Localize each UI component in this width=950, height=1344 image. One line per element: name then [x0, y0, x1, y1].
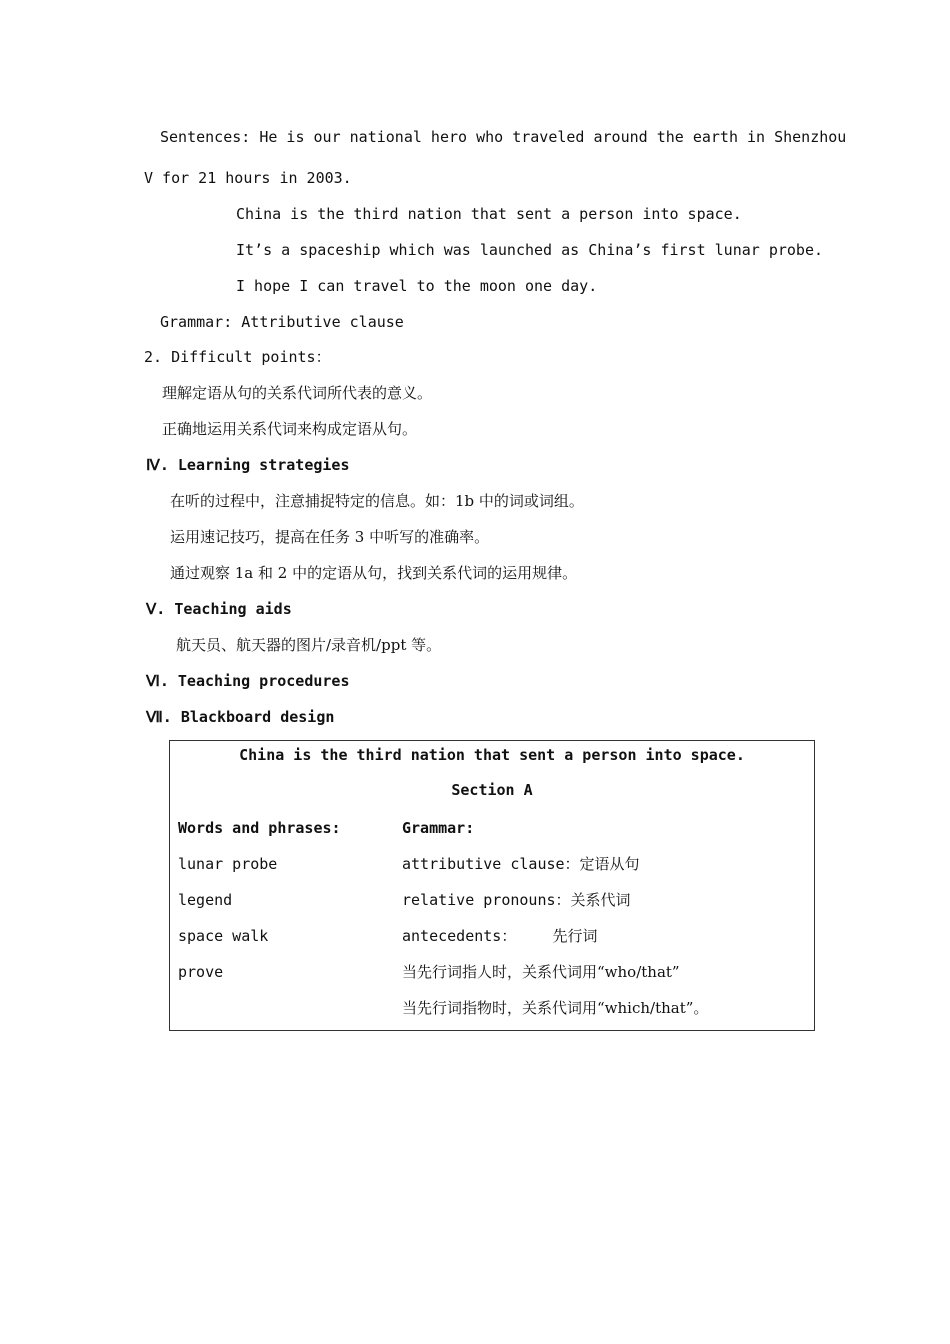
word-item-2: legend: [178, 891, 233, 909]
sentence-item-1: China is the third nation that sent a person into space.: [236, 205, 742, 223]
blackboard-box: [169, 740, 815, 1031]
learning-strategies-heading: Ⅳ. Learning strategies: [146, 456, 350, 474]
difficult-point-2: 正确地运用关系代词来构成定语从句。: [162, 420, 418, 438]
word-item-4: prove: [178, 963, 224, 981]
learning-strategy-2: 运用速记技巧，提高在任务 3 中听写的准确率。: [170, 528, 490, 546]
sentences-continuation: V for 21 hours in 2003.: [144, 169, 352, 187]
teaching-aids-text: 航天员、航天器的图片/录音机/ppt 等。: [176, 636, 442, 654]
grammar-item-3: antecedents： 先行词: [402, 927, 598, 945]
teaching-procedures-heading: Ⅵ. Teaching procedures: [146, 672, 350, 690]
blackboard-design-heading: Ⅶ. Blackboard design: [146, 708, 335, 726]
grammar-item-1: attributive clause：定语从句: [402, 855, 640, 873]
sentences-label-line: Sentences: He is our national hero who traveled around the earth in Shenzhou: [160, 128, 847, 146]
difficult-point-1: 理解定语从句的关系代词所代表的意义。: [162, 384, 433, 402]
difficult-points-heading: 2. Difficult points：: [144, 348, 331, 366]
grammar-item-4: 当先行词指人时，关系代词用“who/that”: [402, 963, 680, 981]
word-item-1: lunar probe: [178, 855, 278, 873]
learning-strategy-3: 通过观察 1a 和 2 中的定语从句，找到关系代词的运用规律。: [170, 564, 578, 582]
sentence-item-2: It’s a spaceship which was launched as China’s first lunar probe.: [236, 241, 823, 259]
blackboard-section: Section A: [451, 781, 533, 799]
sentence-item-3: I hope I can travel to the moon one day.: [236, 277, 598, 295]
grammar-item-2: relative pronouns：关系代词: [402, 891, 631, 909]
teaching-aids-heading: Ⅴ. Teaching aids: [146, 600, 292, 618]
grammar-header: Grammar:: [402, 819, 475, 837]
word-item-3: space walk: [178, 927, 269, 945]
grammar-item-5: 当先行词指物时，关系代词用“which/that”。: [402, 999, 709, 1017]
words-phrases-header: Words and phrases:: [178, 819, 341, 837]
learning-strategy-1: 在听的过程中，注意捕捉特定的信息。如：1b 中的词或词组。: [170, 492, 584, 510]
blackboard-title: China is the third nation that sent a person into space.: [239, 746, 745, 764]
grammar-line: Grammar: Attributive clause: [160, 313, 404, 331]
